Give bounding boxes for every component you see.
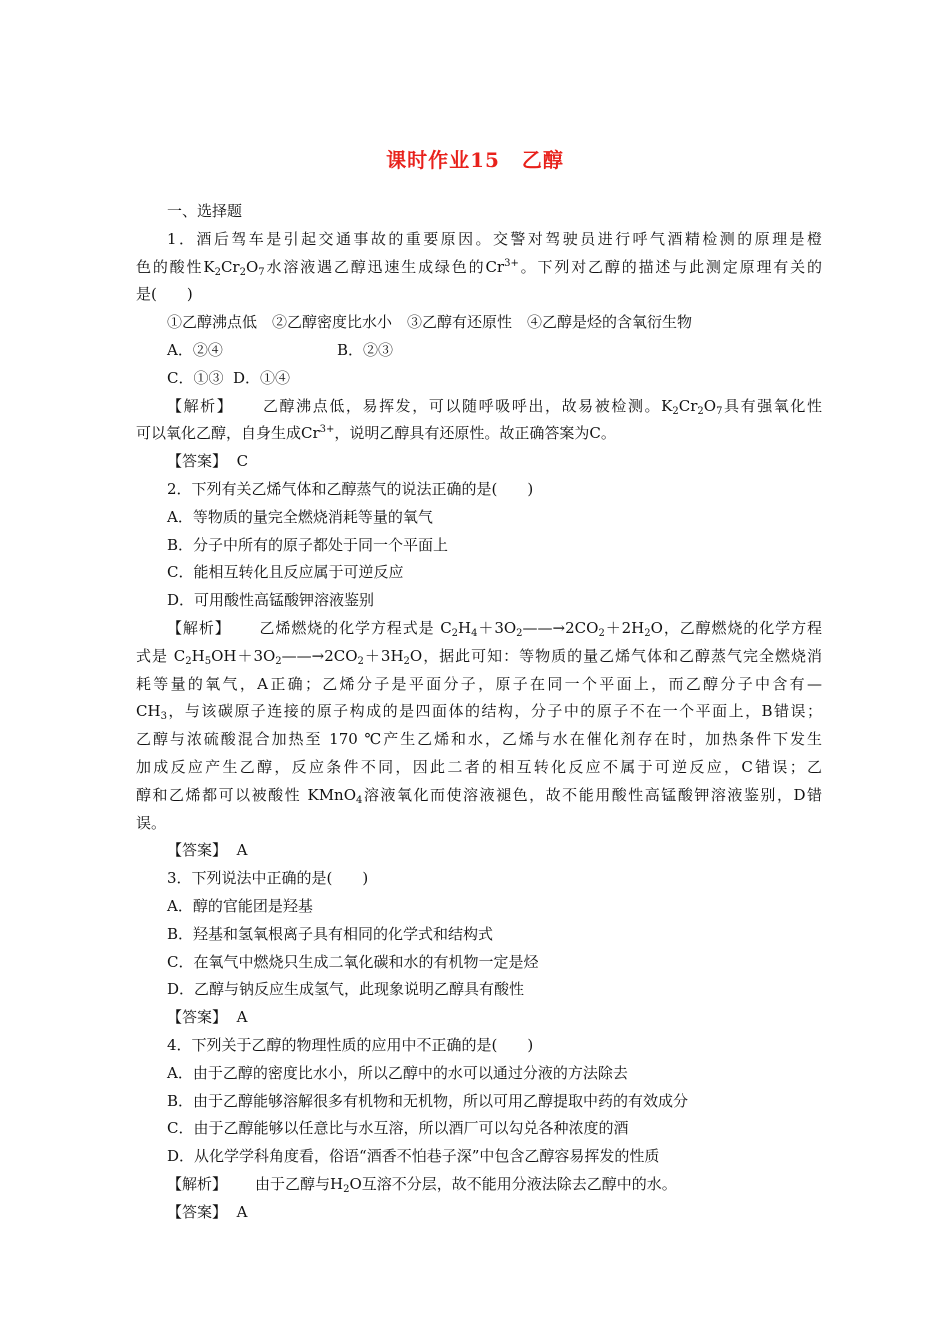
q1-stem-line2: 色的酸性$K_2Cr_2O_7$水溶液遇乙醇迅速生成绿色的$Cr^{3+}$。下列对乙醇的描述与此测定原理有关的 (136, 257, 822, 278)
q4-answer-value: A (236, 1202, 248, 1221)
page-title (0, 144, 950, 173)
q4-option-d: D．从化学学科角度看，俗语“酒香不怕巷子深”中包含乙醇容易挥发的性质 (167, 1147, 660, 1166)
q1-analysis-line2: 可以氧化乙醇，自身生成$Cr^{3+}$，说明乙醇具有还原性。故正确答案为C。 (136, 424, 616, 443)
q1-analysis-label: 【解析】 (167, 396, 234, 415)
q3-option-d: D．乙醇与钠反应生成氢气，此现象说明乙醇具有酸性 (167, 980, 525, 999)
q3-answer-label: 【答案】 (167, 1008, 228, 1027)
q1-options-ab (136, 337, 822, 365)
q1-options-cd (136, 365, 822, 393)
title-topic: 乙醇 (521, 148, 564, 172)
q4-option-a: A．由于乙醇的密度比水小，所以乙醇中的水可以通过分液的方法除去 (167, 1063, 628, 1082)
q2-option-d: D．可用酸性高锰酸钾溶液鉴别 (167, 591, 375, 610)
q3-answer (136, 1004, 822, 1032)
q2-answer-label: 【答案】 (167, 841, 228, 860)
q4-analysis: 【解析】 由于乙醇与$H_2O$互溶不分层，故不能用分液法除去乙醇中的水。 (167, 1174, 677, 1195)
q2-analysis-line7: 醇和乙烯都可以被酸性 KMnO$_4$溶液氧化而使溶液褪色，故不能用酸性高锰酸钾溶液鉴别，D错 (136, 785, 822, 806)
q2-analysis-label: 【解析】 (167, 618, 231, 637)
q4-answer (136, 1199, 822, 1227)
q4-option-c: C．由于乙醇能够以任意比与水互溶，所以酒厂可以勾兑各种浓度的酒 (167, 1119, 629, 1138)
q4-option-b: B．由于乙醇能够溶解很多有机物和无机物，所以可用乙醇提取中药的有效成分 (167, 1091, 689, 1110)
q1-stem-line3: 是( ) (136, 285, 193, 304)
q4-answer-label: 【答案】 (167, 1202, 228, 1221)
title-main: 课时作业15 (386, 148, 500, 172)
q4-stem: 4．下列关于乙醇的物理性质的应用中不正确的是( ) (167, 1035, 534, 1054)
q2-analysis-line2: 式是 $C_2H_5OH+3O_2——\to 2CO_2+3H_2O$，据此可知：等物质的量乙烯气体和乙醇蒸气完全燃烧消 (136, 646, 822, 667)
q4-analysis-label: 【解析】 (167, 1174, 228, 1193)
q1-items: ①乙醇沸点低 ②乙醇密度比水小 ③乙醇有还原性 ④乙醇是烃的含氧衍生物 (167, 313, 693, 332)
q1-stem-line1: 1．酒后驾车是引起交通事故的重要原因。交警对驾驶员进行呼气酒精检测的原理是橙 (167, 229, 822, 248)
worksheet-content (136, 198, 822, 1226)
section-heading: 一、选择题 (167, 202, 243, 220)
q1-answer-label: 【答案】 (167, 452, 228, 471)
q1-option-b: B．②③ (337, 340, 394, 359)
q3-option-c: C．在氧气中燃烧只生成二氧化碳和水的有机物一定是烃 (167, 952, 539, 971)
q2-answer (136, 837, 822, 865)
q2-option-c: C．能相互转化且反应属于可逆反应 (167, 563, 404, 582)
q1-option-c: C．①③ (167, 368, 224, 387)
q2-analysis-line1: 【解析】 乙烯燃烧的化学方程式是 $C_2H_4+3O_2——\to 2CO_2+2H_2O$，乙醇燃烧的化学方程 (167, 618, 822, 639)
q2-analysis-line6: 加成反应产生乙醇，反应条件不同，因此二者的相互转化反应不属于可逆反应，C错误；乙 (136, 757, 822, 776)
q2-option-a: A．等物质的量完全燃烧消耗等量的氧气 (167, 507, 433, 526)
q2-analysis-line8: 误。 (136, 813, 167, 832)
q2-answer-value: A (236, 841, 248, 860)
q3-answer-value: A (236, 1008, 248, 1027)
q3-option-a: A．醇的官能团是羟基 (167, 896, 313, 915)
q1-answer (136, 448, 822, 476)
q1-answer-value: C (236, 452, 249, 471)
q2-analysis-line3: 耗等量的氧气，A正确；乙烯分子是平面分子，原子在同一个平面上，而乙醇分子中含有— (136, 674, 822, 693)
q2-analysis-line5: 乙醇与浓硫酸混合加热至 170 ℃产生乙烯和水，乙烯与水在催化剂存在时，加热条件下发生 (136, 730, 822, 749)
q3-option-b: B．羟基和氢氧根离子具有相同的化学式和结构式 (167, 924, 494, 943)
q3-stem: 3．下列说法中正确的是( ) (167, 869, 369, 888)
q2-option-b: B．分子中所有的原子都处于同一个平面上 (167, 535, 449, 554)
q1-option-a: A．②④ (167, 340, 223, 359)
q1-option-d: D．①④ (233, 368, 291, 387)
q2-stem: 2．下列有关乙烯气体和乙醇蒸气的说法正确的是( ) (167, 479, 534, 498)
q1-analysis-line1: 【解析】 乙醇沸点低，易挥发，可以随呼吸呼出，故易被检测。$K_2Cr_2O_7$具有强氧化性 (167, 396, 822, 417)
q2-analysis-line4: $CH_3$，与该碳原子连接的原子构成的是四面体的结构，分子中的原子不在一个平面上，B错误； (136, 702, 822, 723)
